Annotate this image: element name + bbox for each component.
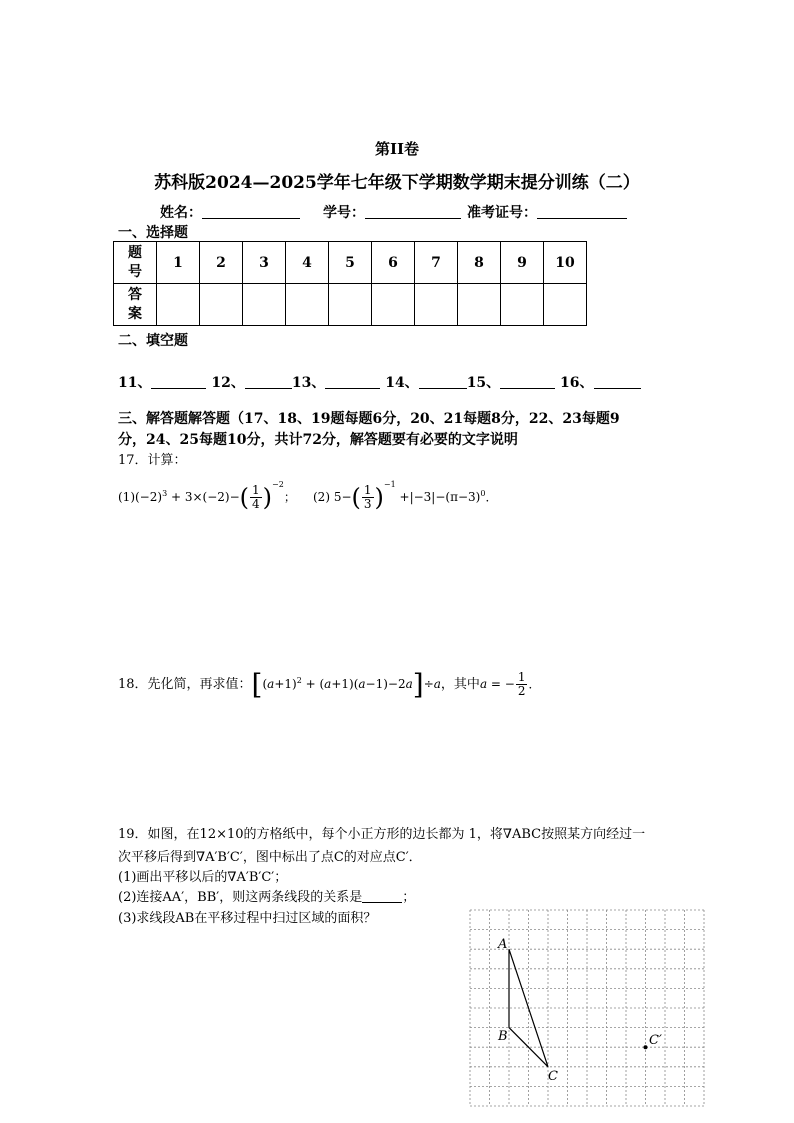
q19-part2-blank[interactable] xyxy=(362,888,402,903)
blank-15[interactable] xyxy=(500,374,555,389)
q19-part3: (3)求线段AB在平移过程中扫过区域的面积？ xyxy=(118,911,377,926)
volume-heading: 第II卷 xyxy=(374,140,420,158)
row-label-number: 题号 xyxy=(114,242,157,284)
section1-heading: 一、选择题 xyxy=(118,225,188,241)
section3-heading-line1: 三、解答题解答题（17、18、19题每题6分，20、21每题8分，22、23每题9 xyxy=(118,411,620,427)
q18-suffix: ，其中 xyxy=(440,677,480,692)
answer-cell[interactable] xyxy=(243,284,286,326)
answer-cell[interactable] xyxy=(458,284,501,326)
answer-cell[interactable] xyxy=(200,284,243,326)
answer-cell[interactable] xyxy=(501,284,544,326)
question-number: 8 xyxy=(458,242,501,284)
q19-part1: (1)画出平移以后的∇A′B′C′； xyxy=(118,870,288,885)
blank-label-12: 12、 xyxy=(211,375,245,391)
row-label-answer: 答案 xyxy=(114,284,157,326)
id-label: 学号： xyxy=(323,205,365,221)
blank-label-11: 11、 xyxy=(118,375,152,391)
table-row-answers xyxy=(114,284,587,326)
answer-cell[interactable] xyxy=(329,284,372,326)
answer-cell[interactable] xyxy=(544,284,587,326)
blank-13[interactable] xyxy=(325,374,380,389)
name-label: 姓名： xyxy=(160,205,202,221)
question-number: 9 xyxy=(501,242,544,284)
answer-cell[interactable] xyxy=(286,284,329,326)
exam-number-label: 准考证号： xyxy=(467,205,537,221)
blank-label-16: 16、 xyxy=(560,375,594,391)
label-b: B xyxy=(498,1029,508,1044)
label-c: C xyxy=(548,1069,558,1084)
id-field[interactable] xyxy=(323,202,461,222)
exam-number-blank[interactable] xyxy=(537,204,627,219)
question-number: 1 xyxy=(157,242,200,284)
answer-cell[interactable] xyxy=(157,284,200,326)
fill-blanks-row xyxy=(118,372,641,392)
q19-part2 xyxy=(118,886,415,905)
blank-label-14: 14、 xyxy=(385,375,419,391)
q18-value: a = − $\frac{1}{2}$ ． xyxy=(479,670,541,698)
blank-14[interactable] xyxy=(419,374,467,389)
answer-cell[interactable] xyxy=(415,284,458,326)
question-number: 6 xyxy=(372,242,415,284)
blank-label-13: 13、 xyxy=(291,375,326,391)
section2-heading: 二、填空题 xyxy=(118,333,188,349)
section3-heading-line2: 分，24、25每题10分，共计72分，解答题要有必要的文字说明 xyxy=(118,432,518,448)
question-number: 7 xyxy=(415,242,458,284)
blank-label-15: 15、 xyxy=(466,375,501,391)
label-c-prime: C′ xyxy=(649,1033,662,1048)
q18-question xyxy=(118,668,541,701)
exam-title: 苏科版2024—2025学年七年级下学期数学期末提分训练（二） xyxy=(154,173,640,193)
name-blank[interactable] xyxy=(202,204,300,219)
id-blank[interactable] xyxy=(365,204,461,219)
q19-part2-end: ； xyxy=(402,890,416,905)
blank-16[interactable] xyxy=(594,374,641,389)
blank-12[interactable] xyxy=(245,374,292,389)
q19-part2-text: (2)连接AA′，BB′，则这两条线段的关系是 xyxy=(118,890,363,905)
blank-11[interactable] xyxy=(151,374,206,389)
question-number: 3 xyxy=(243,242,286,284)
q18-expression: $[(a+1)^2 + (a+1)(a-1)-2a]\div a$ xyxy=(251,668,441,701)
name-field[interactable] xyxy=(160,202,300,222)
q19-line2: 次平移后得到∇A′B′C′，图中标出了点C的对应点C′． xyxy=(118,850,422,865)
question-number: 2 xyxy=(200,242,243,284)
question-number: 10 xyxy=(544,242,587,284)
point-c-prime xyxy=(644,1045,648,1049)
grid-figure xyxy=(468,908,708,1110)
q17-label: 17．计算： xyxy=(118,453,187,468)
answer-cell[interactable] xyxy=(372,284,415,326)
q19-line1: 19．如图，在12×10的方格纸中，每个小正方形的边长都为 1，将∇ABC按照某方向经过一 xyxy=(118,827,646,842)
question-number: 4 xyxy=(286,242,329,284)
question-number: 5 xyxy=(329,242,372,284)
q17-part2-formula: (2) 5−( $\frac{1}{3}$ )$^{-1} +|-3|-(\pi-3)^0$． xyxy=(313,480,498,512)
exam-number-field[interactable] xyxy=(467,202,627,222)
table-row-numbers xyxy=(114,242,587,284)
label-a: A xyxy=(498,937,508,952)
q17-part1-formula: $(1)(-2)^3 + 3\times(-2)-$( $\frac{1}{4}$ )$^{-2}$； xyxy=(118,480,296,512)
q18-prefix: 18．先化简，再求值： xyxy=(118,677,252,692)
answer-table xyxy=(113,241,587,326)
